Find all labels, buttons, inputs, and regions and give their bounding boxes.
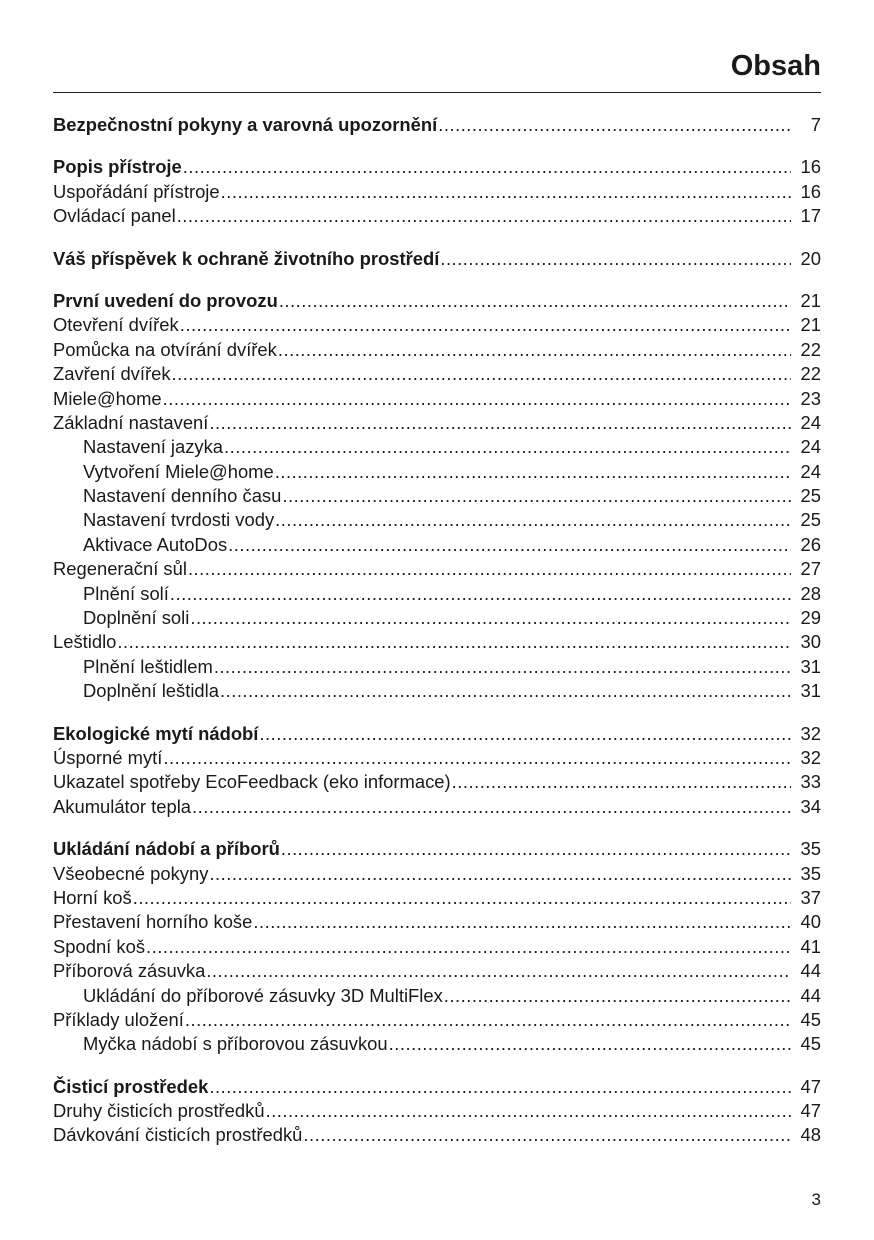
toc-entry-label: Popis přístroje (53, 156, 182, 178)
toc-entry[interactable] (53, 770, 821, 794)
toc-heading-entry[interactable] (53, 837, 821, 861)
toc-entry[interactable] (53, 204, 821, 228)
toc-heading-entry[interactable] (53, 247, 821, 271)
toc-entry-page: 31 (800, 680, 821, 702)
toc-subentry[interactable] (53, 460, 821, 484)
toc-section (53, 1075, 821, 1148)
dot-leader (279, 289, 791, 313)
dot-leader (266, 1099, 791, 1123)
dot-leader (444, 984, 791, 1008)
toc-entry-page: 35 (800, 862, 821, 884)
toc-entry-page: 20 (800, 247, 821, 269)
toc-entry-label: Doplnění soli (83, 607, 190, 629)
toc-entry[interactable] (53, 180, 821, 204)
toc-entry-label: Bezpečnostní pokyny a varovná upozornění (53, 114, 438, 135)
toc-entry[interactable] (53, 959, 821, 983)
page-title: Obsah (730, 50, 821, 82)
dot-leader (221, 180, 791, 204)
toc-entry-label: Plnění solí (83, 582, 169, 604)
toc-entry[interactable] (53, 935, 821, 959)
toc-section (53, 155, 821, 228)
dot-leader (188, 557, 791, 581)
dot-leader (146, 935, 791, 959)
toc-heading-entry[interactable] (53, 289, 821, 313)
toc-entry-page: 21 (800, 314, 821, 336)
dot-leader (206, 959, 791, 983)
toc-entry[interactable] (53, 1008, 821, 1032)
toc-entry-page: 48 (800, 1124, 821, 1146)
toc-entry-page: 40 (800, 911, 821, 933)
toc-entry-label: Příklady uložení (53, 1008, 184, 1030)
toc-subentry[interactable] (53, 679, 821, 703)
toc-entry[interactable] (53, 557, 821, 581)
toc-entry-page: 28 (800, 582, 821, 604)
toc-entry-label: Ukazatel spotřeby EcoFeedback (eko informace) (53, 771, 451, 793)
toc-entry-label: Ekologické mytí nádobí (53, 722, 259, 744)
toc-entry[interactable] (53, 795, 821, 819)
toc-entry-page: 45 (800, 1008, 821, 1030)
toc-subentry[interactable] (53, 533, 821, 557)
toc-subentry[interactable] (53, 655, 821, 679)
toc-entry-page: 24 (800, 411, 821, 433)
toc-entry-label: Dávkování čisticích prostředků (53, 1124, 303, 1146)
toc-entry-label: Základní nastavení (53, 411, 209, 433)
toc-subentry[interactable] (53, 508, 821, 532)
toc-entry-page: 27 (800, 558, 821, 580)
dot-leader (253, 910, 791, 934)
toc-entry[interactable] (53, 630, 821, 654)
toc-entry-label: Nastavení tvrdosti vody (83, 509, 275, 531)
dot-leader (278, 338, 791, 362)
dot-leader (183, 155, 791, 179)
toc-entry-page: 24 (800, 436, 821, 458)
toc-subentry[interactable] (53, 984, 821, 1008)
toc-subentry[interactable] (53, 484, 821, 508)
dot-leader (275, 460, 791, 484)
toc-entry-page: 23 (800, 387, 821, 409)
dot-leader (209, 1075, 791, 1099)
dot-leader (172, 362, 791, 386)
dot-leader (228, 533, 791, 557)
toc-entry-page: 34 (800, 795, 821, 817)
toc-entry-page: 32 (800, 746, 821, 768)
toc-entry[interactable] (53, 387, 821, 411)
toc-entry-label: Ovládací panel (53, 205, 176, 227)
toc-entry-page: 22 (800, 363, 821, 385)
toc-entry-label: Ukládání do příborové zásuvky 3D MultiFlex (83, 984, 443, 1006)
toc-entry-page: 25 (800, 485, 821, 507)
toc-entry-label: Uspořádání přístroje (53, 180, 220, 202)
toc-entry[interactable] (53, 362, 821, 386)
toc-entry[interactable] (53, 411, 821, 435)
toc-entry-label: Ukládání nádobí a příborů (53, 838, 280, 860)
dot-leader (209, 411, 791, 435)
dot-leader (163, 387, 791, 411)
dot-leader (275, 508, 791, 532)
toc-entry-page: 29 (800, 607, 821, 629)
toc-entry-label: Vytvoření Miele@home (83, 460, 274, 482)
toc-heading-entry[interactable] (53, 113, 821, 137)
toc-entry-page: 33 (800, 771, 821, 793)
toc-section (53, 837, 821, 1057)
page-number: 3 (811, 1190, 821, 1209)
toc-entry[interactable] (53, 910, 821, 934)
dot-leader (259, 722, 791, 746)
toc-section (53, 289, 821, 704)
toc-entry-page: 30 (800, 631, 821, 653)
toc-heading-entry[interactable] (53, 722, 821, 746)
toc-entry-page: 32 (800, 722, 821, 744)
toc-subentry[interactable] (53, 606, 821, 630)
toc-subentry[interactable] (53, 1032, 821, 1056)
toc-section (53, 113, 821, 137)
toc-entry[interactable] (53, 313, 821, 337)
dot-leader (117, 630, 791, 654)
dot-leader (192, 795, 791, 819)
toc-entry-page: 41 (800, 935, 821, 957)
dot-leader (438, 113, 791, 137)
toc-entry-label: Zavření dvířek (53, 363, 171, 385)
toc-entry-page: 44 (800, 960, 821, 982)
toc-entry[interactable] (53, 862, 821, 886)
toc-heading-entry[interactable] (53, 1075, 821, 1099)
toc-entry-label: Horní koš (53, 886, 132, 908)
toc-entry-page: 24 (800, 460, 821, 482)
toc-entry-label: Čisticí prostředek (53, 1075, 209, 1097)
toc-entry-label: Všeobecné pokyny (53, 862, 209, 884)
toc-entry-label: Aktivace AutoDos (83, 533, 228, 555)
toc-entry-label: Akumulátor tepla (53, 795, 192, 817)
toc-entry-page: 45 (800, 1033, 821, 1055)
toc-entry-label: Myčka nádobí s příborovou zásuvkou (83, 1033, 388, 1055)
toc-entry-page: 31 (800, 655, 821, 677)
dot-leader (170, 582, 791, 606)
toc-section (53, 247, 821, 271)
toc-entry-page: 17 (800, 205, 821, 227)
dot-leader (177, 204, 791, 228)
toc-entry[interactable] (53, 746, 821, 770)
dot-leader (163, 746, 791, 770)
toc-entry-page: 44 (800, 984, 821, 1006)
toc-entry-label: Nastavení jazyka (83, 436, 224, 458)
toc-entry[interactable] (53, 1123, 821, 1147)
toc-entry[interactable] (53, 886, 821, 910)
toc-heading-entry[interactable] (53, 155, 821, 179)
toc-entry-page: 21 (800, 289, 821, 311)
toc-entry[interactable] (53, 1099, 821, 1123)
table-of-contents (53, 113, 821, 1166)
toc-entry-page: 37 (800, 886, 821, 908)
dot-leader (180, 313, 791, 337)
toc-entry-page: 35 (800, 838, 821, 860)
toc-entry-label: Plnění leštidlem (83, 655, 213, 677)
dot-leader (220, 679, 791, 703)
toc-entry-page: 25 (800, 509, 821, 531)
toc-entry-label: Miele@home (53, 387, 162, 409)
dot-leader (389, 1032, 791, 1056)
dot-leader (452, 770, 791, 794)
toc-entry-page: 16 (800, 156, 821, 178)
toc-entry-label: Pomůcka na otvírání dvířek (53, 338, 277, 360)
toc-entry-label: Leštidlo (53, 631, 117, 653)
toc-entry-page: 26 (800, 533, 821, 555)
toc-entry-label: Spodní koš (53, 935, 146, 957)
toc-subentry[interactable] (53, 582, 821, 606)
dot-leader (209, 862, 791, 886)
toc-entry-page: 47 (800, 1100, 821, 1122)
dot-leader (281, 837, 791, 861)
toc-subentry[interactable] (53, 435, 821, 459)
dot-leader (440, 247, 791, 271)
toc-entry-label: Regenerační sůl (53, 558, 187, 580)
toc-entry[interactable] (53, 338, 821, 362)
toc-entry-label: Úsporné mytí (53, 746, 163, 768)
dot-leader (133, 886, 791, 910)
toc-entry-page: 47 (800, 1075, 821, 1097)
toc-entry-label: Otevření dvířek (53, 314, 179, 336)
toc-entry-page: 22 (800, 338, 821, 360)
title-divider (53, 92, 821, 93)
toc-entry-label: Příborová zásuvka (53, 960, 206, 982)
dot-leader (303, 1123, 791, 1147)
dot-leader (190, 606, 791, 630)
toc-entry-label: Druhy čisticích prostředků (53, 1100, 265, 1122)
toc-entry-page: 7 (810, 114, 821, 135)
toc-section (53, 722, 821, 820)
toc-entry-label: Doplnění leštidla (83, 680, 219, 702)
toc-entry-page: 16 (800, 180, 821, 202)
dot-leader (224, 435, 791, 459)
dot-leader (282, 484, 791, 508)
toc-entry-label: Přestavení horního koše (53, 911, 253, 933)
dot-leader (214, 655, 791, 679)
toc-entry-label: Váš příspěvek k ochraně životního prostředí (53, 247, 440, 269)
toc-entry-label: Nastavení denního času (83, 485, 282, 507)
dot-leader (185, 1008, 791, 1032)
toc-entry-label: První uvedení do provozu (53, 289, 278, 311)
